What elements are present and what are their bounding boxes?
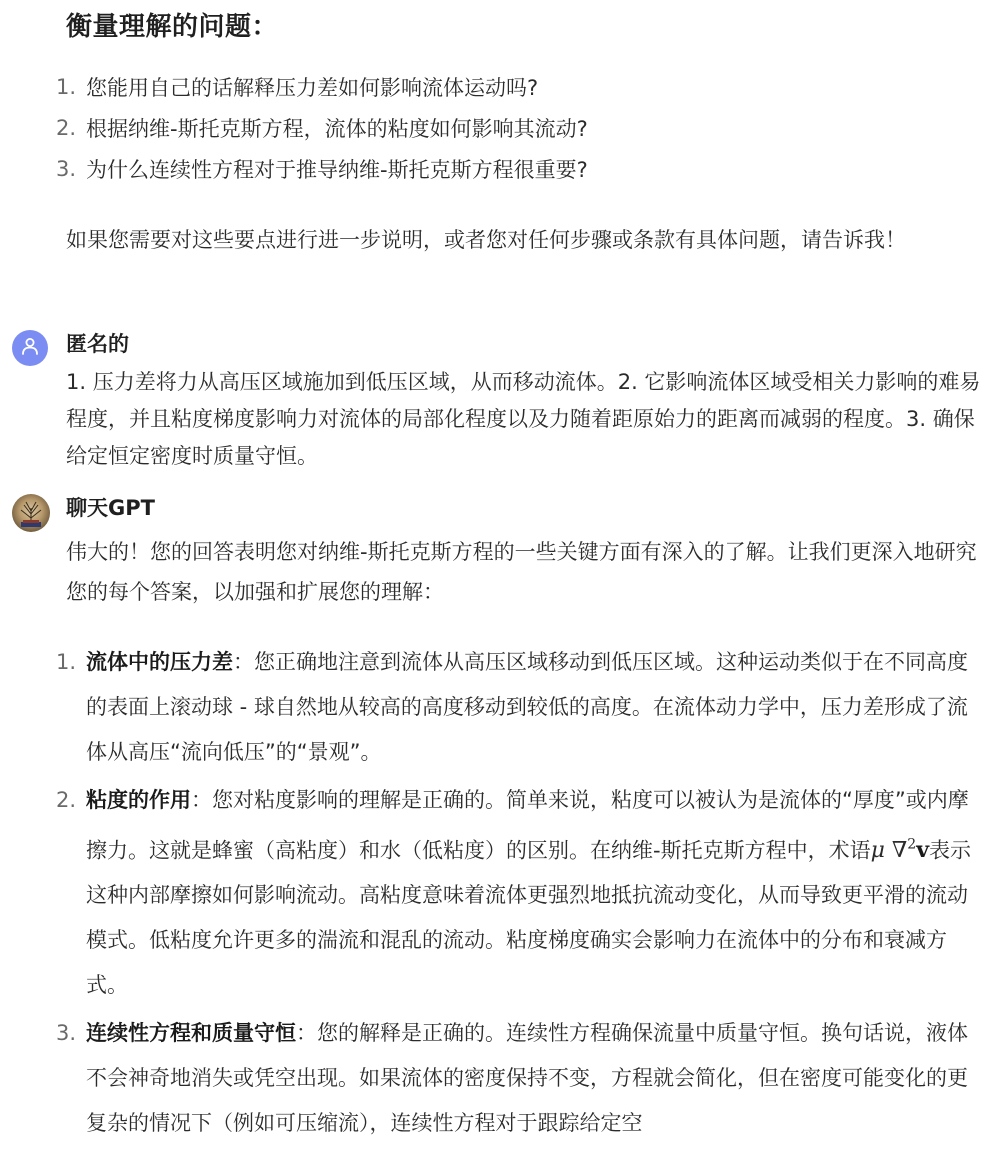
answer-text [86, 778, 981, 1008]
question-list [40, 66, 980, 189]
user-message-text: 1. 压力差将力从高压区域施加到低压区域，从而移动流体。2. 它影响流体区域受相关力影响的难易程度，并且粘度梯度影响力对流体的局部化程度以及力随着距原始力的距离而减弱的程度。3. 确保给定恒定密度时质量守恒。 [66, 370, 981, 468]
answer-list [40, 640, 990, 1149]
user-icon [20, 336, 40, 360]
answer-body: ：您的解释是正确的。连续性方程确保流量中质量守恒。换句话说，液体不会神奇地消失或凭空出现。如果流体的密度保持不变，方程就会简化，但在密度可能变化的更复杂的情况下（例如可压缩流），连续性方程对于跟踪给定空 [86, 1021, 968, 1136]
answer-title: 粘度的作用 [86, 788, 191, 812]
math-mu: μ [870, 838, 885, 864]
user-avatar [12, 330, 48, 366]
answer-body: ：您正确地注意到流体从高压区域移动到低压区域。这种运动类似于在不同高度的表面上滚动球 - 球自然地从较高的高度移动到较低的高度。在流体动力学中，压力差形成了流体从高压“流向低压”的“景观”。 [86, 650, 968, 764]
assistant-intro-text: 伟大的！您的回答表明您对纳维-斯托克斯方程的一些关键方面有深入的了解。让我们更深入地研究您的每个答案，以加强和扩展您的理解： [66, 540, 977, 604]
answer-body-continued: 表示这种内部摩擦如何影响流动。高粘度意味着流体更强烈地抵抗流动变化，从而导致更平滑的流动模式。低粘度允许更多的湍流和混乱的流动。粘度梯度确实会影响力在流体中的分布和衰减方式。 [86, 838, 971, 998]
question-text: 您能用自己的话解释压力差如何影响流体运动吗? [86, 75, 539, 100]
answer-text [86, 640, 981, 775]
math-vector-v: v [916, 837, 929, 864]
answer-item [40, 1011, 990, 1146]
list-number: 3. [55, 156, 76, 181]
question-item [40, 148, 980, 189]
math-nabla: ∇ [891, 838, 908, 864]
tree-icon [12, 517, 50, 536]
list-number: 3. [55, 1021, 76, 1046]
question-item [40, 66, 980, 107]
question-text: 为什么连续性方程对于推导纳维-斯托克斯方程很重要? [86, 157, 588, 182]
answer-item [40, 640, 990, 775]
closing-paragraph: 如果您需要对这些要点进行进一步说明，或者您对任何步骤或条款有具体问题，请告诉我！ [66, 228, 906, 252]
list-number: 2. [55, 788, 76, 812]
section-heading: 衡量理解的问题： [66, 12, 279, 42]
assistant-author-name: 聊天GPT [66, 496, 155, 520]
math-superscript: 2 [907, 837, 917, 853]
answer-title: 连续性方程和质量守恒 [86, 1021, 296, 1046]
answer-body: ：您对粘度影响的理解是正确的。简单来说，粘度可以被认为是流体的“厚度”或内摩擦力。这就是蜂蜜（高粘度）和水（低粘度）的区别。在纳维-斯托克斯方程中，术语 [86, 788, 969, 863]
viscosity-term-formula [871, 838, 929, 863]
user-author-name: 匿名的 [66, 332, 129, 356]
list-number: 1. [55, 650, 76, 674]
list-number: 2. [55, 115, 76, 140]
list-number: 1. [55, 74, 76, 99]
question-text: 根据纳维-斯托克斯方程，流体的粘度如何影响其流动? [86, 116, 588, 141]
assistant-avatar [12, 494, 50, 532]
question-item [40, 107, 980, 148]
answer-text [86, 1011, 981, 1146]
answer-item [40, 778, 990, 1008]
answer-title: 流体中的压力差 [86, 650, 233, 674]
